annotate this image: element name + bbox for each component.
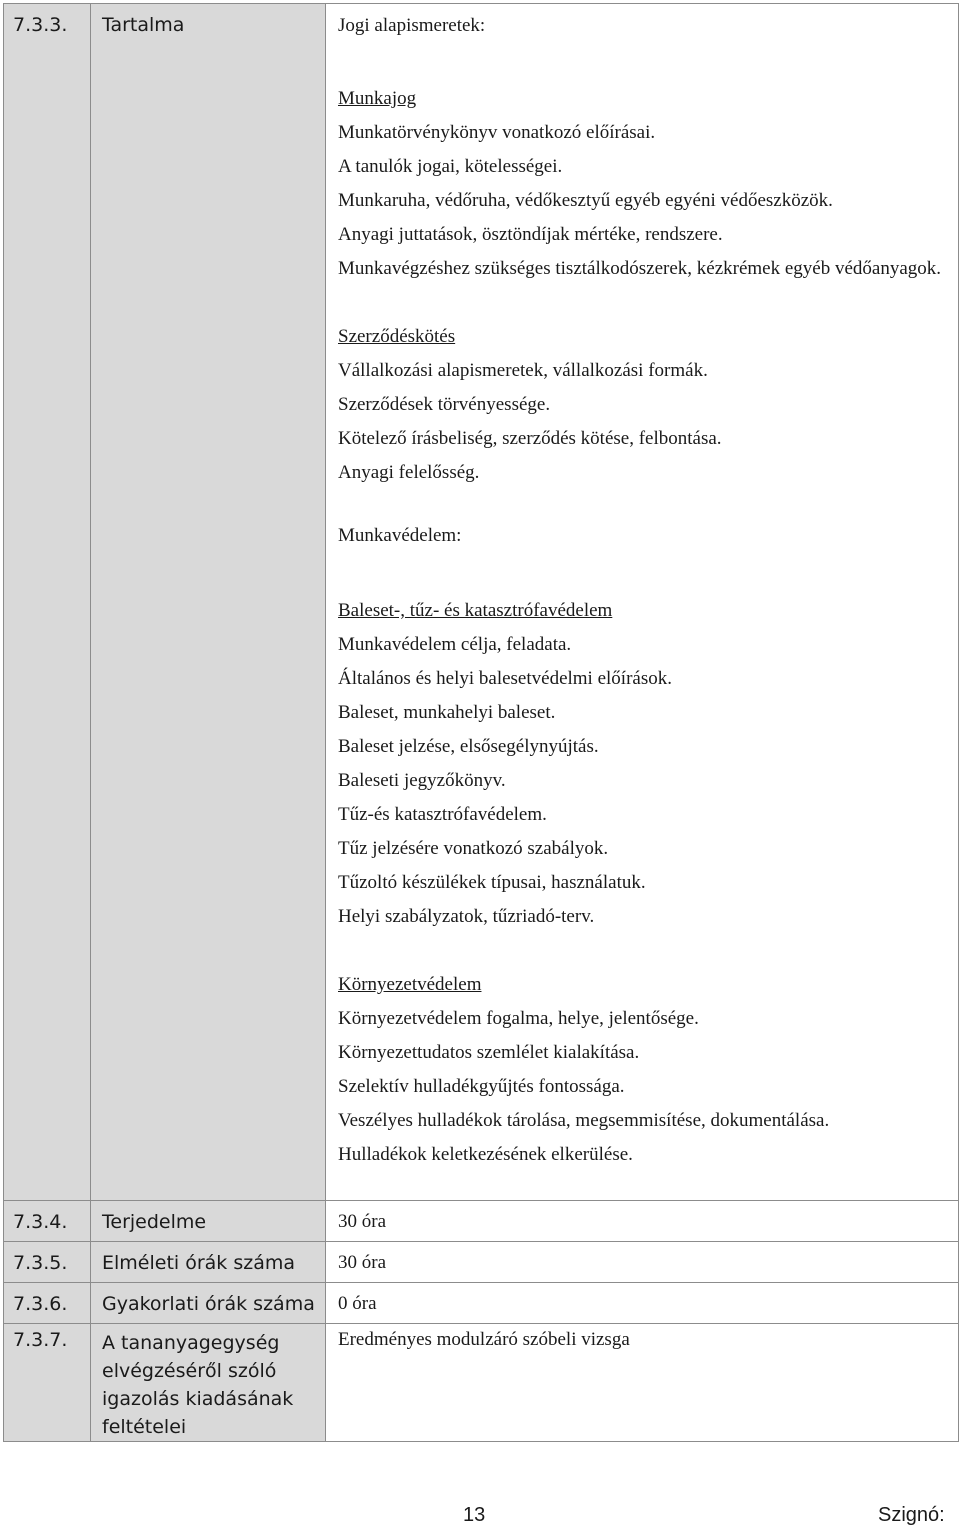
table-row xyxy=(4,1283,959,1324)
sections-safety xyxy=(338,594,948,1172)
row-label: Terjedelme xyxy=(91,1201,326,1242)
content-section xyxy=(338,968,948,1172)
row-number: 7.3.6. xyxy=(4,1283,91,1324)
section-line: Vállalkozási alapismeretek, vállalkozási formák. xyxy=(338,360,708,381)
table-row-content xyxy=(4,4,959,1201)
section-line: Baleseti jegyzőkönyv. xyxy=(338,770,506,791)
row-value: 30 óra xyxy=(326,1242,959,1283)
section-line: Veszélyes hulladékok tárolása, megsemmisítése, dokumentálása. xyxy=(338,1110,830,1131)
row-number: 7.3.7. xyxy=(4,1324,91,1442)
section-line: Helyi szabályzatok, tűzriadó-terv. xyxy=(338,906,595,927)
content-section xyxy=(338,320,948,490)
section-line: Szelektív hulladékgyűjtés fontossága. xyxy=(338,1076,625,1097)
row-value: Eredményes modulzáró szóbeli vizsga xyxy=(326,1324,959,1442)
section-line: Tűz jelzésére vonatkozó szabályok. xyxy=(338,838,609,859)
section-line: Munkaruha, védőruha, védőkesztyű egyéb egyéni védőeszközök. xyxy=(338,190,833,211)
row-value: 30 óra xyxy=(326,1201,959,1242)
section-line: Kötelező írásbeliség, szerződés kötése, felbontása. xyxy=(338,428,722,449)
section-line: Anyagi felelősség. xyxy=(338,462,480,483)
table-row xyxy=(4,1201,959,1242)
section-line: Munkavédelem célja, feladata. xyxy=(338,634,572,655)
signature-label: Szignó: xyxy=(878,1504,945,1526)
section-line: Munkavégzéshez szükséges tisztálkodószerek, kézkrémek egyéb védőanyagok. xyxy=(338,258,942,279)
section-line: Tűzoltó készülékek típusai, használatuk. xyxy=(338,872,646,893)
table-row xyxy=(4,1324,959,1442)
content-section xyxy=(338,82,948,286)
section-heading: Szerződéskötés xyxy=(338,326,456,347)
table-row xyxy=(4,1242,959,1283)
row-number: 7.3.5. xyxy=(4,1242,91,1283)
row-number: 7.3.3. xyxy=(4,4,91,1201)
section-line: Környezettudatos szemlélet kialakítása. xyxy=(338,1042,640,1063)
row-label: Elméleti órák száma xyxy=(91,1242,326,1283)
content-cell xyxy=(326,4,959,1201)
section-line: Baleset jelzése, elsősegélynyújtás. xyxy=(338,736,599,757)
section-line: Környezetvédelem fogalma, helye, jelentősége. xyxy=(338,1008,699,1029)
sections-legal xyxy=(338,82,948,490)
content-title: Jogi alapismeretek: xyxy=(338,15,486,36)
section-line: Általános és helyi balesetvédelmi előírások. xyxy=(338,668,672,689)
section-line: Szerződések törvényessége. xyxy=(338,394,551,415)
row-label: A tananyagegység elvégzéséről szóló igazolás kiadásának feltételei xyxy=(91,1324,326,1442)
section-heading: Munkajog xyxy=(338,88,417,109)
section-line: Baleset, munkahelyi baleset. xyxy=(338,702,556,723)
section-line: Tűz-és katasztrófavédelem. xyxy=(338,804,547,825)
section-heading: Baleset-, tűz- és katasztrófavédelem xyxy=(338,600,613,621)
section-line: Munkatörvénykönyv vonatkozó előírásai. xyxy=(338,122,656,143)
section-line: A tanulók jogai, kötelességei. xyxy=(338,156,563,177)
page-number: 13 xyxy=(463,1504,486,1526)
row-label: Tartalma xyxy=(91,4,326,1201)
content-section xyxy=(338,594,948,934)
section-line: Anyagi juttatások, ösztöndíjak mértéke, rendszere. xyxy=(338,224,723,245)
module-content-table xyxy=(3,3,959,1442)
row-number: 7.3.4. xyxy=(4,1201,91,1242)
content-subtitle: Munkavédelem: xyxy=(338,525,462,546)
row-value: 0 óra xyxy=(326,1283,959,1324)
section-heading: Környezetvédelem xyxy=(338,974,482,995)
section-line: Hulladékok keletkezésének elkerülése. xyxy=(338,1144,633,1165)
page-footer xyxy=(0,1500,960,1530)
row-label: Gyakorlati órák száma xyxy=(91,1283,326,1324)
